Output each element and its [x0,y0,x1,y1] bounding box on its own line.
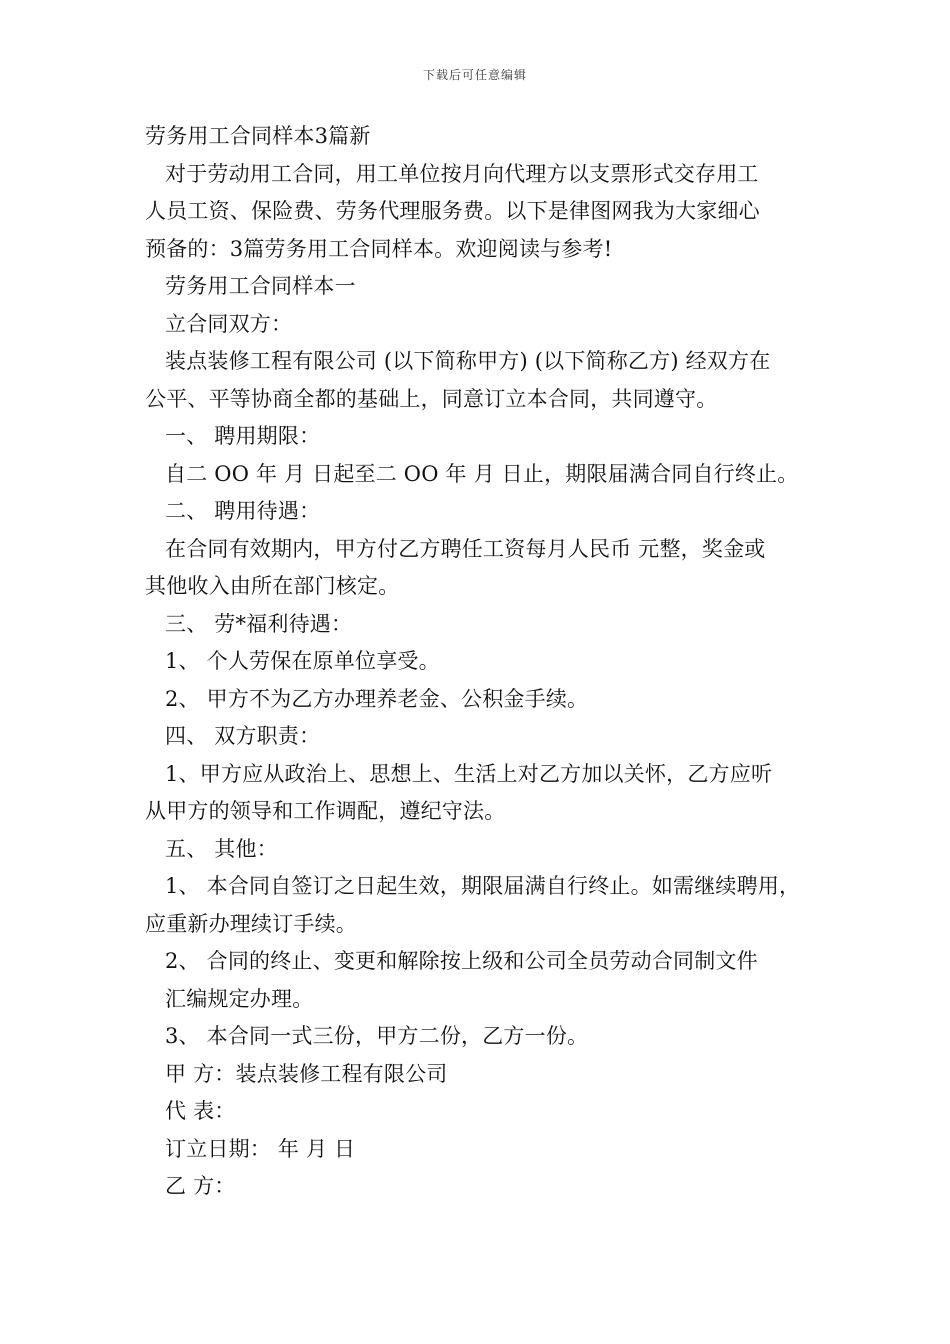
parties-text-line-1: 装点装修工程有限公司 (以下简称甲方) (以下简称乙方) 经双方在 [165,349,771,373]
other-heading: 五、 其他： [165,836,278,861]
other-item-1-line-1: 1、 本合同自签订之日起生效，期限届满自行终止。如需继续聘用， [165,874,801,898]
duty-text-line-1: 1、甲方应从政治上、思想上、生活上对乙方加以关怀，乙方应听 [165,761,773,786]
signature-party-b: 乙 方： [165,1174,236,1198]
header-note: 下载后可任意编辑 [422,68,527,82]
signature-party-a: 甲 方：装点装修工程有限公司 [165,1061,448,1086]
welfare-item-2: 2、 甲方不为乙方办理养老金、公积金手续。 [165,686,589,711]
other-item-2-line-1: 2、 合同的终止、变更和解除按上级和公司全员劳动合同制文件 [165,949,758,973]
welfare-heading: 三、 劳*福利待遇： [165,611,353,636]
signature-representative: 代 表： [165,1099,236,1123]
other-item-2-line-2: 汇编规定办理。 [165,986,314,1011]
parties-heading: 立合同双方： [165,311,293,336]
document-body [145,118,825,1206]
sample-heading: 劳务用工合同样本一 [165,274,356,298]
welfare-item-1: 1、 个人劳保在原单位享受。 [165,649,440,673]
other-item-1-line-2: 应重新办理续订手续。 [145,911,357,936]
intro-line-1: 对于劳动用工合同，用工单位按月向代理方以支票形式交存用工 [165,161,759,186]
pay-text-line-1: 在合同有效期内，甲方付乙方聘任工资每月人民币 元整，奖金或 [165,536,766,561]
signature-date: 订立日期： 年 月 日 [165,1136,356,1161]
pay-text-line-2: 其他收入由所在部门核定。 [145,574,400,598]
term-heading: 一、 聘用期限： [165,424,321,448]
parties-text-line-2: 公平、平等协商全都的基础上，同意订立本合同，共同遵守。 [145,386,718,411]
document-title: 劳务用工合同样本3篇新 [145,124,371,148]
duty-text-line-2: 从甲方的领导和工作调配，遵纪守法。 [145,799,506,823]
intro-line-3: 预备的：3篇劳务用工合同样本。欢迎阅读与参考! [145,236,613,261]
intro-line-2: 人员工资、保险费、劳务代理服务费。以下是律图网我为大家细心 [145,199,760,223]
other-item-3: 3、 本合同一式三份，甲方二份，乙方一份。 [165,1024,589,1048]
term-text: 自二 OO 年 月 日起至二 OO 年 月 日止，期限届满合同自行终止。 [165,461,799,486]
duty-heading: 四、 双方职责： [165,724,321,748]
pay-heading: 二、 聘用待遇： [165,499,321,523]
